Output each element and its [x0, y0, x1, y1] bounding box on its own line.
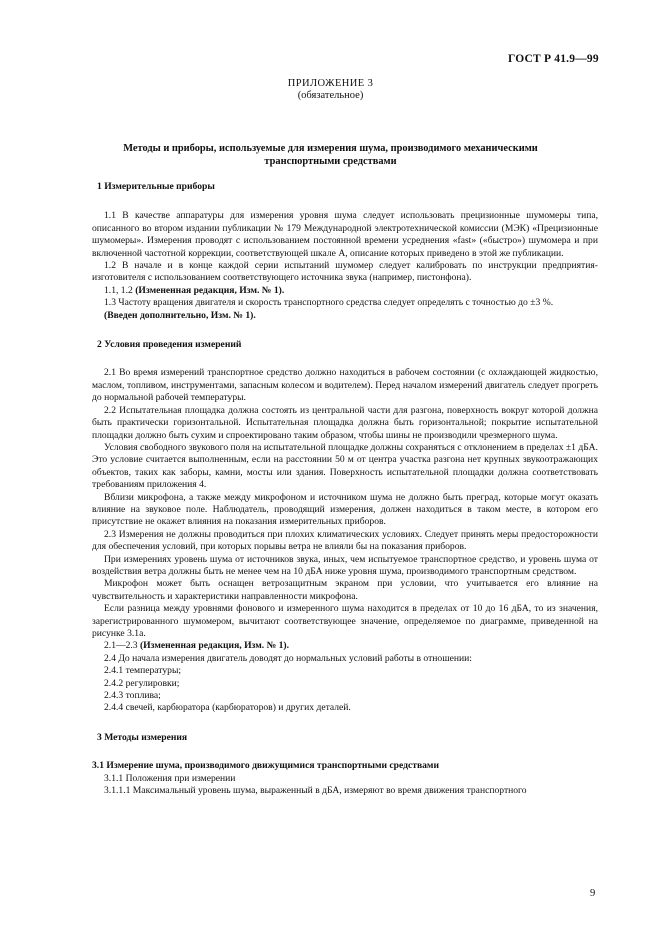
amendment-note-2 — [92, 640, 598, 652]
paragraph-1-2: 1.2 В начале и в конце каждой серии испытаний шумомер следует калибровать по инструкции предприятия-изготовителя с использованием соответствующего источника звука (например, пистонфона). — [92, 260, 598, 284]
list-item-2-4-4: 2.4.4 свечей, карбюратора (карбюраторов) и других деталей. — [104, 702, 351, 714]
page-number: 9 — [590, 888, 596, 899]
paragraph-1-1: 1.1 В качестве аппаратуры для измерения уровня шума следует использовать прецизионные шумомеры типа, описанного во втором издании публикации № 179 Международной электротехнической комиссии (МЭК) «Прецизионные шумомеры». Измерения проводят с использованием постоянной времени усреднения «fast» («быстро») шумомера и при включенной частотной коррекции, соответствующей шкале А, описание которых приведено в этой же публикации. — [92, 210, 598, 259]
paragraph-2-3: 2.3 Измерения не должны проводиться при плохих климатических условиях. Следует принять меры предосторожности для обеспечения условий, при которых порывы ветра не влияли бы на показания приборов. — [92, 528, 598, 553]
paragraph-2-3b: При измерениях уровень шума от источников звука, иных, чем испытуемое транспортное средство, и уровень шума от воздействия ветра должны быть не менее чем на 10 дБА ниже уровня шума, производимого транспортным средством. — [92, 553, 598, 577]
amendment-note-1 — [92, 285, 598, 297]
amendment-text-2: (Измененная редакция, Изм. № 1). — [139, 640, 290, 652]
list-item-2-4-1: 2.4.1 температуры; — [104, 665, 182, 677]
paragraph-1-3: 1.3 Частоту вращения двигателя и скорость транспортного средства следует определять с точностью до ±3 %. — [104, 297, 554, 309]
document-body — [92, 181, 598, 797]
paragraph-3-1-1: 3.1.1 Положения при измерении — [104, 772, 236, 784]
amendment-ref-2: 2.1—2.3 — [104, 640, 138, 652]
appendix-status: (обязательное) — [297, 90, 364, 101]
paragraph-2-3c: Микрофон может быть оснащен ветрозащитным экраном при условии, что учитывается его влияние на чувствительность и характеристики направленности микрофона. — [92, 578, 598, 602]
introduced-note: (Введен дополнительно, Изм. № 1). — [104, 309, 256, 321]
document-title: Методы и приборы, используемые для измерения шума, производимого механическими транспортными средствами — [123, 143, 538, 167]
section-3-heading: 3 Методы измерения — [97, 731, 188, 743]
paragraph-2-2c: Вблизи микрофона, а также между микрофоном и источником шума не должно быть преград, которые могут оказать влияние на звуковое поле. Наблюдатель, проводящий измерения, должен находиться в таком месте, в котором его присутствие не окажет влияния на показания измерительных приборов. — [92, 491, 598, 528]
paragraph-2-3d: Если разница между уровнями фонового и измеренного шума находится в пределах от 10 до 16 дБА, то из значения, зарегистрированного шумомером, вычитают соответствующее значение, определяемое по диаграмме, приведенной на рисунке 3.1а. — [92, 603, 598, 639]
paragraph-2-4: 2.4 До начала измерения двигатель доводят до нормальных условий работы в отношении: — [104, 652, 472, 664]
section-1-heading: 1 Измерительные приборы — [97, 181, 215, 192]
list-item-2-4-3: 2.4.3 топлива; — [104, 690, 161, 702]
amendment-text-1: (Измененная редакция, Изм. № 1). — [135, 284, 285, 296]
appendix-title: ПРИЛОЖЕНИЕ 3 — [287, 78, 374, 89]
section-3-1-heading: 3.1 Измерение шума, производимого движущимися транспортными средствами — [92, 760, 439, 772]
list-item-2-4-2: 2.4.2 регулировки; — [104, 677, 180, 689]
paragraph-3-1-1-1: 3.1.1.1 Максимальный уровень шума, выраженный в дБА, измеряют во время движения транспортного — [104, 785, 527, 797]
paragraph-2-2b: Условия свободного звукового поля на испытательной площадке должны сохраняться с отклонением в пределах ±1 дБА. Это условие считается выполненным, если на расстоянии 50 м от центра участка разгона нет крупных звукоотражающих объектов, таких как заборы, камни, мосты или здания. Поверхность испытательной площадки должна соответствовать требованиям приложения 4. — [92, 441, 598, 491]
section-2-heading: 2 Условия проведения измерений — [97, 339, 242, 351]
paragraph-2-2: 2.2 Испытательная площадка должна состоять из центральной части для разгона, поверхность вокруг которой должна быть практически горизонтальной. Испытательная площадка должна быть горизонтальной; покрытие испытательной площадки должно быть сухим и спроектировано таким образом, чтобы шины не производили чрезмерного шума. — [92, 404, 598, 441]
standard-number: ГОСТ Р 41.9—99 — [508, 53, 599, 65]
amendment-ref-1: 1.1, 1.2 — [104, 284, 133, 296]
paragraph-2-1: 2.1 Во время измерений транспортное средство должно находиться в рабочем состоянии (с охлаждающей жидкостью, маслом, топливом, инструментами, запасным колесом и водителем). Перед началом измерений двигатель следует прогреть до нормальной рабочей температуры. — [92, 367, 598, 404]
